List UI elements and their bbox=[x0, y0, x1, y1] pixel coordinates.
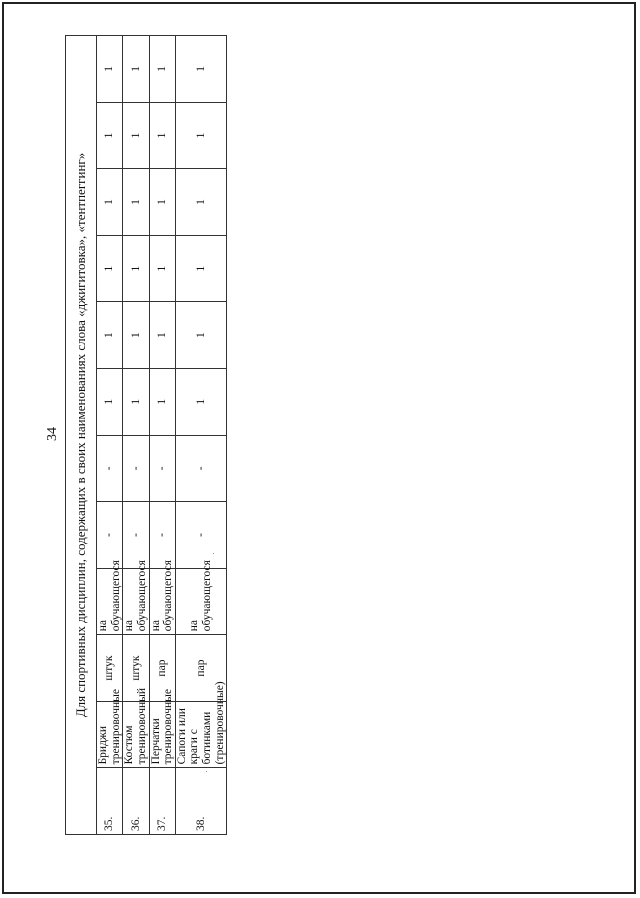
value-cell: 1 bbox=[97, 368, 123, 435]
value-cell: 1 bbox=[175, 102, 227, 169]
scan-speck bbox=[206, 771, 207, 772]
unit: пар bbox=[175, 635, 227, 702]
item-name: Перчатки тренировочные bbox=[149, 701, 175, 768]
table-row bbox=[149, 36, 175, 835]
value-cell: 1 bbox=[149, 235, 175, 302]
table-row bbox=[123, 36, 149, 835]
calc-unit: на обучающегося bbox=[123, 568, 149, 635]
equipment-table bbox=[65, 35, 227, 835]
scan-speck bbox=[213, 553, 214, 554]
value-cell: - bbox=[97, 502, 123, 569]
value-cell: 1 bbox=[123, 302, 149, 369]
section-header: Для спортивных дисциплин, содержащих в своих наименованиях слова «джигитовка», «тентпеггинг» bbox=[66, 36, 97, 835]
calc-unit: на обучающегося bbox=[149, 568, 175, 635]
row-number: 36. bbox=[123, 768, 149, 835]
value-cell: 1 bbox=[175, 235, 227, 302]
rotated-table-container bbox=[65, 35, 226, 835]
value-cell: - bbox=[175, 502, 227, 569]
page-number: 34 bbox=[45, 427, 60, 441]
value-cell: - bbox=[149, 502, 175, 569]
value-cell: 1 bbox=[175, 169, 227, 236]
value-cell: - bbox=[175, 435, 227, 502]
table-row bbox=[175, 36, 227, 835]
value-cell: 1 bbox=[97, 169, 123, 236]
value-cell: 1 bbox=[149, 368, 175, 435]
value-cell: 1 bbox=[123, 235, 149, 302]
row-number: 37. bbox=[149, 768, 175, 835]
value-cell: 1 bbox=[97, 235, 123, 302]
item-name: Костюм тренировочный bbox=[123, 701, 149, 768]
value-cell: 1 bbox=[97, 302, 123, 369]
value-cell: - bbox=[149, 435, 175, 502]
unit: штук bbox=[123, 635, 149, 702]
value-cell: 1 bbox=[97, 102, 123, 169]
row-number: 38. bbox=[175, 768, 227, 835]
value-cell: 1 bbox=[175, 368, 227, 435]
value-cell: - bbox=[123, 502, 149, 569]
unit: штук bbox=[97, 635, 123, 702]
value-cell: 1 bbox=[123, 368, 149, 435]
value-cell: 1 bbox=[97, 36, 123, 103]
unit: пар bbox=[149, 635, 175, 702]
value-cell: 1 bbox=[149, 36, 175, 103]
value-cell: 1 bbox=[175, 36, 227, 103]
calc-unit: на обучающегося bbox=[97, 568, 123, 635]
table-row bbox=[97, 36, 123, 835]
value-cell: 1 bbox=[149, 169, 175, 236]
item-name: Сапоги или краги с ботинками (тренировочные) bbox=[175, 701, 227, 768]
value-cell: 1 bbox=[149, 302, 175, 369]
value-cell: - bbox=[97, 435, 123, 502]
row-number: 35. bbox=[97, 768, 123, 835]
value-cell: - bbox=[123, 435, 149, 502]
value-cell: 1 bbox=[175, 302, 227, 369]
calc-unit: на обучающегося bbox=[175, 568, 227, 635]
value-cell: 1 bbox=[123, 36, 149, 103]
table-header-row bbox=[66, 36, 97, 835]
value-cell: 1 bbox=[149, 102, 175, 169]
item-name: Бриджи тренировочные bbox=[97, 701, 123, 768]
value-cell: 1 bbox=[123, 169, 149, 236]
value-cell: 1 bbox=[123, 102, 149, 169]
